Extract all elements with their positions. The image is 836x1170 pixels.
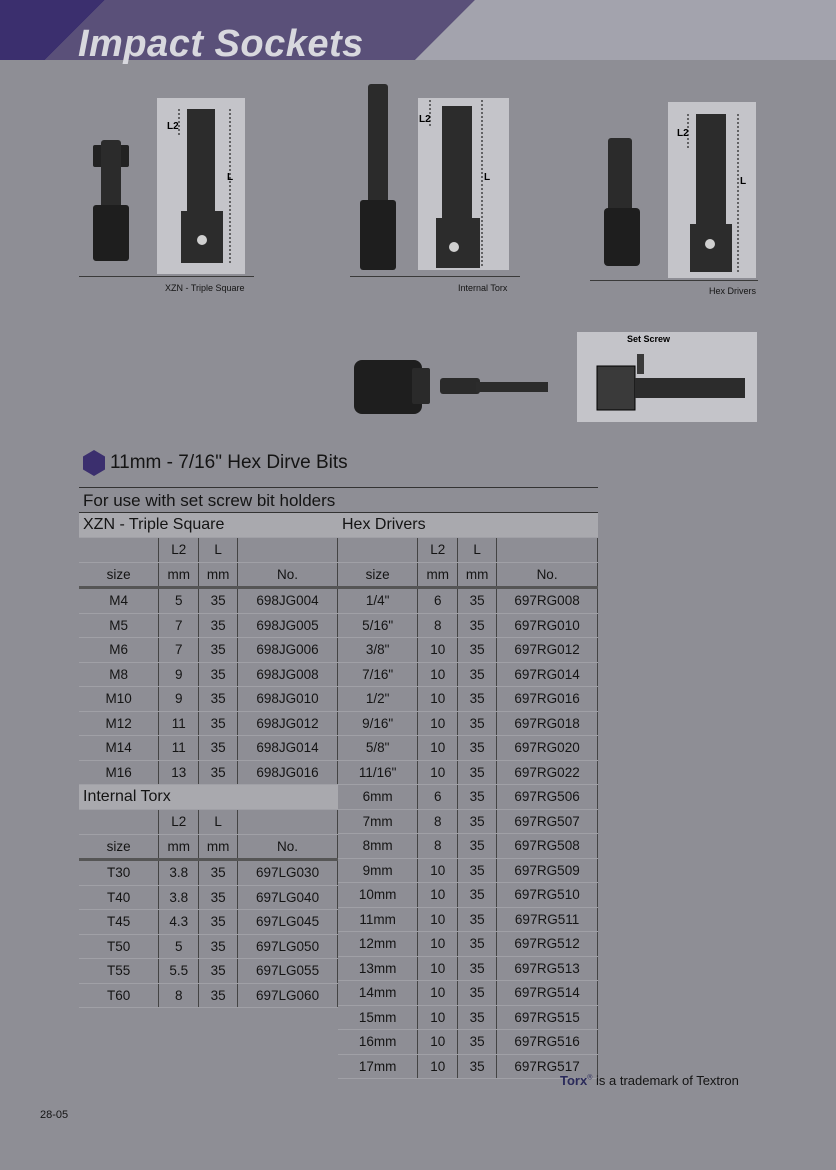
size-cell: 16mm	[338, 1030, 418, 1055]
l-cell: 35	[199, 934, 238, 959]
l2-cell: 8	[418, 809, 458, 834]
units-row	[338, 562, 598, 588]
column-unit-size: size	[338, 562, 418, 588]
size-cell: 8mm	[338, 834, 418, 859]
table-row	[338, 638, 598, 663]
part-number-cell: 697RG020	[497, 736, 598, 761]
l2-cell: 8	[159, 983, 199, 1008]
size-cell: 9/16"	[338, 711, 418, 736]
column-header-no	[497, 538, 598, 563]
size-cell: T60	[79, 983, 159, 1008]
table-row	[338, 1054, 598, 1079]
size-cell: 9mm	[338, 858, 418, 883]
hex-caption: Hex Drivers	[709, 286, 757, 296]
part-number-cell: 697RG508	[497, 834, 598, 859]
l-cell: 35	[199, 711, 238, 736]
size-cell: T50	[79, 934, 159, 959]
part-number-cell: 697LG060	[238, 983, 338, 1008]
l-cell: 35	[199, 687, 238, 712]
column-header-l2: L2	[159, 538, 199, 563]
xzn-caption: XZN - Triple Square	[165, 283, 245, 293]
size-cell: M12	[79, 711, 159, 736]
size-cell: M5	[79, 613, 159, 638]
l-cell: 35	[199, 959, 238, 984]
l2-cell: 10	[418, 711, 458, 736]
table-row	[338, 932, 598, 957]
table-row	[338, 981, 598, 1006]
column-unit-l2: mm	[159, 562, 199, 588]
column-unit-l: mm	[199, 562, 238, 588]
size-cell: M4	[79, 588, 159, 614]
column-header-l: L	[199, 810, 238, 835]
l2-cell: 6	[418, 588, 458, 614]
part-number-cell: 697RG014	[497, 662, 598, 687]
l2-cell: 7	[159, 613, 199, 638]
l2-cell: 10	[418, 1054, 458, 1079]
l-cell: 35	[199, 983, 238, 1008]
table-row	[79, 860, 338, 886]
part-number-cell: 697LG055	[238, 959, 338, 984]
table-group-header	[338, 513, 598, 538]
l2-cell: 8	[418, 613, 458, 638]
size-cell: T45	[79, 910, 159, 935]
l-cell: 35	[458, 932, 497, 957]
torx-caption: Internal Torx	[458, 283, 508, 293]
table-row	[338, 687, 598, 712]
table-row	[79, 934, 338, 959]
l-cell: 35	[458, 785, 497, 810]
l-cell: 35	[458, 1030, 497, 1055]
l-cell: 35	[458, 711, 497, 736]
table-group-header	[79, 785, 338, 810]
section-heading	[82, 449, 348, 477]
size-cell: 5/16"	[338, 613, 418, 638]
group-title: Internal Torx	[79, 785, 338, 810]
column-unit-no: No.	[238, 562, 338, 588]
l2-cell: 5.5	[159, 959, 199, 984]
l2-cell: 9	[159, 687, 199, 712]
size-cell: 5/8"	[338, 736, 418, 761]
l2-cell: 10	[418, 858, 458, 883]
table-row	[79, 959, 338, 984]
l2-cell: 10	[418, 760, 458, 785]
column-unit-no: No.	[497, 562, 598, 588]
table-row	[79, 736, 338, 761]
xzn-product-figure	[79, 95, 254, 295]
hexagon-bullet-icon	[82, 449, 106, 477]
l2-cell: 10	[418, 932, 458, 957]
part-number-cell: 698JG006	[238, 638, 338, 663]
l2-cell: 8	[418, 834, 458, 859]
part-number-cell: 697RG018	[497, 711, 598, 736]
table-row	[338, 858, 598, 883]
column-unit-l: mm	[458, 562, 497, 588]
part-number-cell: 697LG030	[238, 860, 338, 886]
l2-cell: 10	[418, 883, 458, 908]
size-cell: T30	[79, 860, 159, 886]
table-row	[79, 910, 338, 935]
l-cell: 35	[458, 981, 497, 1006]
size-cell: M6	[79, 638, 159, 663]
units-row	[79, 562, 338, 588]
l-cell: 35	[458, 834, 497, 859]
table-row	[338, 588, 598, 614]
l-cell: 35	[458, 588, 497, 614]
part-number-cell: 697RG509	[497, 858, 598, 883]
l2-cell: 9	[159, 662, 199, 687]
size-cell: 11/16"	[338, 760, 418, 785]
xzn-torx-table	[79, 513, 338, 1008]
size-cell: 13mm	[338, 956, 418, 981]
l-cell: 35	[458, 883, 497, 908]
table-row	[79, 885, 338, 910]
units-row	[79, 834, 338, 860]
header-row	[338, 538, 598, 563]
column-header-size	[79, 538, 159, 563]
table-caption: For use with set screw bit holders	[79, 487, 598, 513]
l2-cell: 11	[159, 711, 199, 736]
set-screw-label: Set Screw	[627, 334, 671, 344]
part-number-cell: 698JG004	[238, 588, 338, 614]
set-screw-figure	[577, 332, 757, 422]
table-row	[79, 711, 338, 736]
part-number-cell: 697RG515	[497, 1005, 598, 1030]
l-dim-label: L	[227, 172, 234, 183]
part-number-cell: 697RG506	[497, 785, 598, 810]
l-cell: 35	[458, 858, 497, 883]
part-number-cell: 697LG050	[238, 934, 338, 959]
size-cell: 14mm	[338, 981, 418, 1006]
part-number-cell: 698JG016	[238, 760, 338, 785]
table-row	[338, 1030, 598, 1055]
l2-cell: 10	[418, 956, 458, 981]
l-cell: 35	[458, 760, 497, 785]
l2-cell: 10	[418, 662, 458, 687]
l2-cell: 10	[418, 907, 458, 932]
table-row	[338, 736, 598, 761]
size-cell: T40	[79, 885, 159, 910]
l-cell: 35	[199, 760, 238, 785]
size-cell: 3/8"	[338, 638, 418, 663]
l-cell: 35	[199, 910, 238, 935]
l-cell: 35	[458, 736, 497, 761]
part-number-cell: 697RG008	[497, 588, 598, 614]
group-title: Hex Drivers	[338, 513, 598, 538]
size-cell: M8	[79, 662, 159, 687]
column-unit-size: size	[79, 834, 159, 860]
part-number-cell: 697RG514	[497, 981, 598, 1006]
l-cell: 35	[458, 809, 497, 834]
table-row	[338, 613, 598, 638]
table-row	[79, 588, 338, 614]
part-number-cell: 698JG008	[238, 662, 338, 687]
table-row	[338, 956, 598, 981]
table-row	[79, 638, 338, 663]
size-cell: 11mm	[338, 907, 418, 932]
table-row	[79, 687, 338, 712]
part-number-cell: 697LG040	[238, 885, 338, 910]
table-row	[79, 613, 338, 638]
l2-cell: 10	[418, 1030, 458, 1055]
part-number-cell: 697RG022	[497, 760, 598, 785]
table-row	[338, 809, 598, 834]
part-number-cell: 698JG005	[238, 613, 338, 638]
size-cell: 1/4"	[338, 588, 418, 614]
l-cell: 35	[199, 638, 238, 663]
l2-cell: 4.3	[159, 910, 199, 935]
caption-rule	[590, 280, 758, 281]
part-number-cell: 698JG012	[238, 711, 338, 736]
page-number: 28-05	[40, 1109, 69, 1121]
column-header-no	[238, 810, 338, 835]
section-title: 11mm - 7/16" Hex Dirve Bits	[110, 452, 348, 473]
l2-cell: 10	[418, 687, 458, 712]
part-number-cell: 698JG010	[238, 687, 338, 712]
l2-cell: 7	[159, 638, 199, 663]
caption-rule	[79, 276, 254, 277]
l-cell: 35	[458, 687, 497, 712]
size-cell: 17mm	[338, 1054, 418, 1079]
table-row	[338, 662, 598, 687]
column-header-l: L	[458, 538, 497, 563]
l-cell: 35	[199, 736, 238, 761]
l-cell: 35	[199, 860, 238, 886]
part-number-cell: 697RG512	[497, 932, 598, 957]
table-row	[79, 760, 338, 785]
table-row	[338, 711, 598, 736]
l-cell: 35	[199, 662, 238, 687]
part-number-cell: 697RG510	[497, 883, 598, 908]
torx-product-figure	[350, 82, 520, 282]
l-cell: 35	[199, 613, 238, 638]
header-row	[79, 538, 338, 563]
group-title: XZN - Triple Square	[79, 513, 338, 538]
size-cell: M14	[79, 736, 159, 761]
bit-holder-figure	[352, 340, 552, 420]
l-cell: 35	[458, 662, 497, 687]
part-number-cell: 697RG010	[497, 613, 598, 638]
l2-cell: 10	[418, 981, 458, 1006]
l-dim-label: L	[484, 172, 491, 183]
column-unit-no: No.	[238, 834, 338, 860]
l-cell: 35	[199, 885, 238, 910]
l2-cell: 10	[418, 638, 458, 663]
l2-cell: 10	[418, 736, 458, 761]
l2-cell: 10	[418, 1005, 458, 1030]
part-number-cell: 697RG517	[497, 1054, 598, 1079]
l-cell: 35	[458, 907, 497, 932]
hex-drivers-table	[338, 513, 598, 1079]
column-unit-size: size	[79, 562, 159, 588]
l-cell: 35	[458, 613, 497, 638]
size-cell: 7mm	[338, 809, 418, 834]
l2-cell: 3.8	[159, 885, 199, 910]
size-cell: 6mm	[338, 785, 418, 810]
size-cell: 10mm	[338, 883, 418, 908]
size-cell: 1/2"	[338, 687, 418, 712]
part-number-cell: 697RG507	[497, 809, 598, 834]
torx-logo: Torx	[560, 1073, 588, 1088]
part-number-cell: 697RG511	[497, 907, 598, 932]
l2-dim-label: L2	[167, 121, 179, 132]
table-row	[338, 907, 598, 932]
trademark-note: Torx® is a trademark of Textron	[560, 1073, 739, 1088]
column-header-size	[79, 810, 159, 835]
table-row	[338, 834, 598, 859]
table-row	[338, 785, 598, 810]
part-number-cell: 698JG014	[238, 736, 338, 761]
column-header-l2: L2	[159, 810, 199, 835]
header-row	[79, 810, 338, 835]
column-header-l: L	[199, 538, 238, 563]
column-unit-l: mm	[199, 834, 238, 860]
l-dim-label: L	[740, 176, 747, 187]
table-row	[338, 1005, 598, 1030]
page-title: Impact Sockets	[78, 23, 364, 65]
size-cell: 7/16"	[338, 662, 418, 687]
l-cell: 35	[458, 956, 497, 981]
part-number-cell: 697RG516	[497, 1030, 598, 1055]
l2-cell: 6	[418, 785, 458, 810]
column-unit-l2: mm	[159, 834, 199, 860]
caption-rule	[350, 276, 520, 277]
size-cell: M10	[79, 687, 159, 712]
l-cell: 35	[458, 1005, 497, 1030]
size-cell: T55	[79, 959, 159, 984]
column-header-size	[338, 538, 418, 563]
part-number-cell: 697RG513	[497, 956, 598, 981]
l2-dim-label: L2	[677, 128, 689, 139]
column-unit-l2: mm	[418, 562, 458, 588]
l2-dim-label: L2	[419, 114, 431, 125]
l-cell: 35	[199, 588, 238, 614]
l2-cell: 13	[159, 760, 199, 785]
l2-cell: 11	[159, 736, 199, 761]
hex-product-figure	[592, 98, 758, 288]
table-group-header	[79, 513, 338, 538]
size-cell: 12mm	[338, 932, 418, 957]
column-header-no	[238, 538, 338, 563]
table-row	[338, 883, 598, 908]
trademark-text: is a trademark of Textron	[592, 1073, 739, 1088]
part-number-cell: 697RG012	[497, 638, 598, 663]
l2-cell: 5	[159, 934, 199, 959]
l-cell: 35	[458, 1054, 497, 1079]
l2-cell: 3.8	[159, 860, 199, 886]
table-row	[79, 662, 338, 687]
column-header-l2: L2	[418, 538, 458, 563]
size-cell: 15mm	[338, 1005, 418, 1030]
table-row	[338, 760, 598, 785]
size-cell: M16	[79, 760, 159, 785]
table-row	[79, 983, 338, 1008]
part-number-cell: 697LG045	[238, 910, 338, 935]
part-number-cell: 697RG016	[497, 687, 598, 712]
l-cell: 35	[458, 638, 497, 663]
l2-cell: 5	[159, 588, 199, 614]
